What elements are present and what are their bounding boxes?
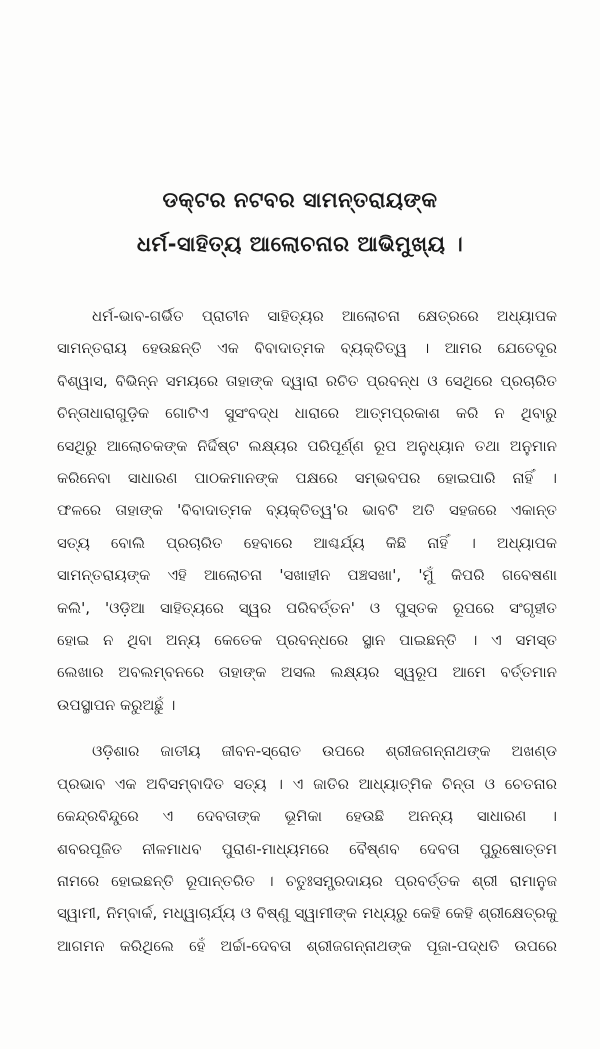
text-line: ଉପସ୍ଥାପନ କରୁଅଛୁଁ ।: [57, 695, 176, 714]
text-line: ଧର୍ମ-ଭାବ-ଗର୍ଭିତ ପ୍ରାଚୀନ ସାହିତ୍ୟର ଆଲୋଚନା କ୍ଷେତ୍ରରେ ଅଧ୍ୟାପକ: [92, 307, 557, 325]
text-line: ହୋଇ ନ ଥିବା ଅନ୍ୟ କେତେକ ପ୍ରବନ୍ଧରେ ସ୍ଥାନ ପାଇଛନ୍ତି । ଏ ସମସ୍ତ: [57, 631, 557, 650]
text-line: ଫଳରେ ତାହାଙ୍କ 'ବିବାଦାତ୍ମକ ବ୍ୟକ୍ତିତ୍ୱ'ର ଭାବଟି ଅତି ସହଜରେ ଏକାନ୍ତ: [57, 501, 557, 520]
text-line: ନାମରେ ହୋଇଛନ୍ତି ରୂପାନ୍ତରିତ । ଚତୁଃସମ୍ପ୍ରଦାୟର ପ୍ରବର୍ତ୍ତକ ଶ୍ରୀ ରାମାନୁଜ: [57, 871, 557, 890]
text-line: କେନ୍ଦ୍ରବିନ୍ଦୁରେ ଏ ଦେବତାଙ୍କ ଭୂମିକା ହେଉଛି ଅନନ୍ୟ ସାଧାରଣ ।: [57, 807, 557, 826]
text-line: ସ୍ୱାମୀ, ନିମ୍ବାର୍କ, ମଧ୍ୱାଚାର୍ଯ୍ୟ ଓ ବିଷ୍ଣୁ ସ୍ୱାମୀଙ୍କ ମଧ୍ୟରୁ କେହି କେହି ଶ୍ରୀକ୍ଷେତ୍ରକୁ: [57, 904, 557, 923]
title-line-1: ଡକ୍ଟର ନଟବର ସାମନ୍ତରାୟଙ୍କ: [162, 188, 438, 212]
body-text: [57, 300, 557, 976]
text-line: ବିଶ୍ୱାସ, ବିଭିନ୍ନ ସମୟରେ ତାହାଙ୍କ ଦ୍ୱାରା ରଚିତ ପ୍ରବନ୍ଧ ଓ ସେଥିରେ ପ୍ରଚାରିତ: [57, 371, 557, 390]
paragraph-2: [57, 735, 557, 962]
text-line: ସତ୍ୟ ବୋଲି ପ୍ରଚାରିତ ହେବାରେ ଆଶ୍ଚର୍ଯ୍ୟ କିଛି ନାହିଁ । ଅଧ୍ୟାପକ: [57, 533, 557, 552]
text-line: ଚିନ୍ତାଧାରାଗୁଡ଼ିକ ଗୋଟିଏ ସୁସଂବଦ୍ଧ ଧାରାରେ ଆତ୍ମପ୍ରକାଶ କରି ନ ଥିବାରୁ: [57, 404, 557, 423]
text-line: ସାମନ୍ତରାୟ ହେଉଛନ୍ତି ଏକ ବିବାଦାତ୍ମକ ବ୍ୟକ୍ତିତ୍ୱ । ଆମର ଯେତେଦୂର: [57, 339, 557, 358]
text-line: ସାମନ୍ତରାୟଙ୍କ ଏହି ଆଲୋଚନା 'ସଖାହୀନ ପଞ୍ଚସଖା', 'ମୁଁ କିପରି ଗବେଷଣା: [57, 566, 557, 585]
text-line: କଲି', 'ଓଡ଼ିଆ ସାହିତ୍ୟରେ ସ୍ୱର ପରିବର୍ତ୍ତନ' ଓ ପୁସ୍ତକ ରୂପରେ ସଂଗୃହୀତ: [57, 598, 557, 617]
text-line: ପ୍ରଭାବ ଏକ ଅବିସମ୍ବାଦିତ ସତ୍ୟ । ଏ ଜାତିର ଆଧ୍ୟାତ୍ମିକ ଚିନ୍ତା ଓ ଚେତନାର: [57, 774, 557, 793]
text-line: ସେଥିରୁ ଆଲୋଚକଙ୍କ ନିର୍ଦ୍ଦିଷ୍ଟ ଲକ୍ଷ୍ୟର ପରିପୂର୍ଣ୍ଣ ରୂପ ଅନୁଧ୍ୟାନ ତଥା ଅନୁମାନ: [57, 436, 557, 455]
text-line: ଆଗମନ କରିଥିଲେ ହେଁ ଅର୍ଚ୍ଚା-ଦେବତା ଶ୍ରୀଜଗନ୍ନାଥଙ୍କ ପୂଜା-ପଦ୍ଧତି ଉପରେ: [57, 936, 557, 955]
text-line: କରିନେବା ସାଧାରଣ ପାଠକମାନଙ୍କ ପକ୍ଷରେ ସମ୍ଭବପର ହୋଇପାରି ନାହିଁ ।: [57, 469, 557, 488]
paragraph-1: [57, 300, 557, 721]
text-line: ଓଡ଼ିଶାର ଜାତୀୟ ଜୀବନ-ସ୍ରୋତ ଉପରେ ଶ୍ରୀଜଗନ୍ନାଥଙ୍କ ଅଖଣ୍ଡ: [92, 742, 557, 761]
text-line: ଲେଖାର ଅବଲମ୍ବନରେ ତାହାଙ୍କ ଅସଲ ଲକ୍ଷ୍ୟର ସ୍ୱରୂପ ଆମେ ବର୍ତ୍ତମାନ: [57, 663, 557, 682]
chapter-title: [40, 178, 560, 266]
text-line: ଶବରପୂଜିତ ନୀଳମାଧବ ପୁରାଣ-ମାଧ୍ୟମରେ ବୈଷ୍ଣବ ଦେବତା ପୁରୁଷୋତ୍ତମ: [57, 839, 557, 858]
title-line-2: ଧର୍ମ-ସାହିତ୍ୟ ଆଲୋଚନାର ଆଭିମୁଖ୍ୟ ।: [136, 232, 464, 256]
